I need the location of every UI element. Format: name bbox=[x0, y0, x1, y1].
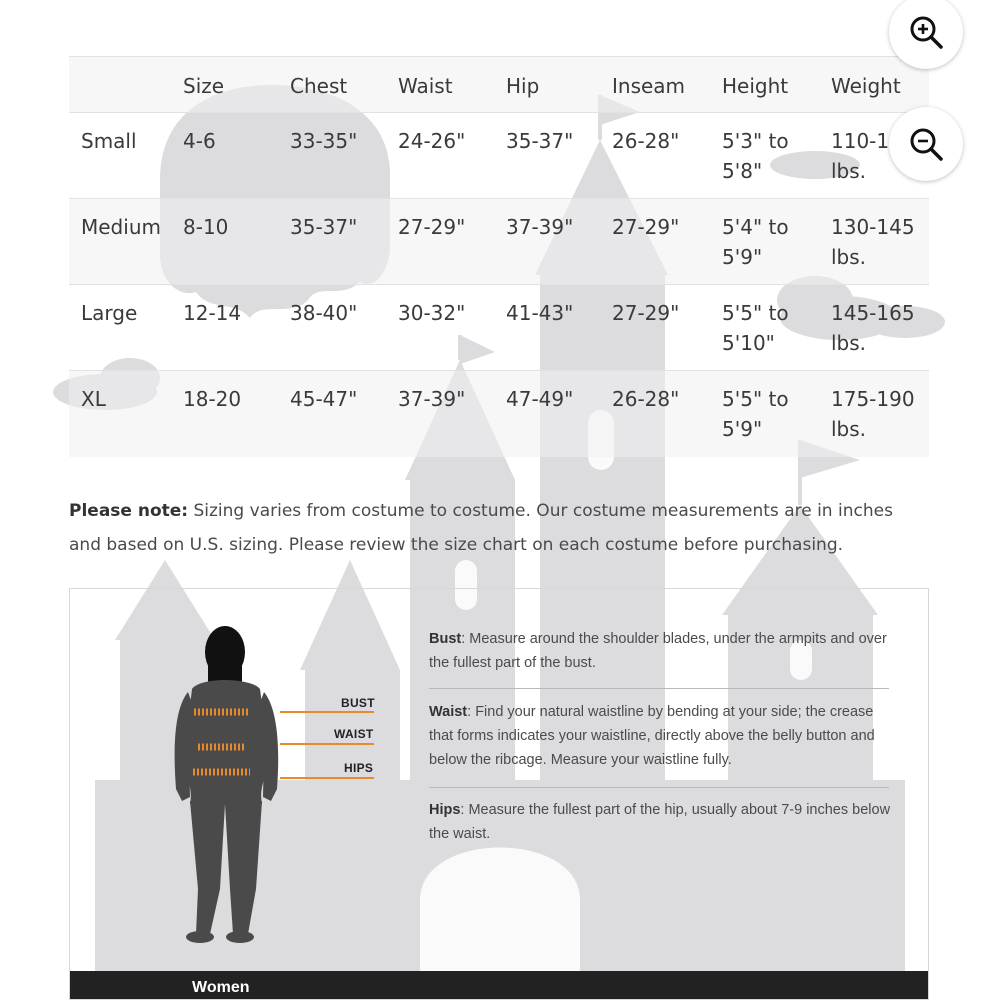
table-cell: Small bbox=[81, 129, 137, 153]
table-cell: 12-14 bbox=[183, 301, 242, 325]
footer-label-women: Women bbox=[192, 979, 250, 996]
waist-term: Waist bbox=[429, 704, 468, 720]
table-cell: Large bbox=[81, 301, 138, 325]
table-cell: 5'4" to 5'9" bbox=[722, 215, 789, 269]
table-cell: 33-35" bbox=[290, 129, 358, 153]
hips-description bbox=[429, 798, 891, 846]
body-figure-illustration bbox=[70, 589, 390, 969]
waist-description bbox=[429, 700, 891, 772]
bust-description bbox=[429, 627, 891, 675]
table-cell: 130-145 lbs. bbox=[831, 215, 915, 269]
table-cell: 27-29" bbox=[398, 215, 466, 239]
header-cell-size: Size bbox=[183, 74, 225, 98]
table-cell: 175-190 lbs. bbox=[831, 387, 915, 441]
table-cell: 38-40" bbox=[290, 301, 358, 325]
zoom-out-icon bbox=[908, 126, 944, 162]
table-cell: 18-20 bbox=[183, 387, 242, 411]
hips-label: HIPS bbox=[344, 761, 374, 775]
zoom-in-icon bbox=[908, 14, 944, 50]
table-cell: XL bbox=[81, 387, 106, 411]
table-cell: 5'3" to 5'8" bbox=[722, 129, 789, 183]
table-cell: 37-39" bbox=[398, 387, 466, 411]
table-cell: 5'5" to 5'10" bbox=[722, 301, 789, 355]
header-cell-height: Height bbox=[722, 74, 789, 98]
table-cell: 110-1 lbs. bbox=[831, 129, 890, 183]
divider bbox=[429, 787, 889, 788]
size-chart-table bbox=[69, 56, 929, 457]
table-cell: 5'5" to 5'9" bbox=[722, 387, 789, 441]
header-cell-chest: Chest bbox=[290, 74, 348, 98]
waist-label: WAIST bbox=[334, 727, 374, 741]
table-cell: 26-28" bbox=[612, 387, 680, 411]
table-cell: Medium bbox=[81, 215, 161, 239]
guide-footer-bar bbox=[70, 971, 928, 999]
table-cell: 24-26" bbox=[398, 129, 466, 153]
hips-term: Hips bbox=[429, 802, 461, 818]
table-cell: 4-6 bbox=[183, 129, 216, 153]
table-cell: 30-32" bbox=[398, 301, 466, 325]
table-cell: 27-29" bbox=[612, 215, 680, 239]
table-row bbox=[69, 113, 929, 199]
header-cell-blank bbox=[69, 57, 171, 113]
note-label: Please note: bbox=[69, 501, 189, 521]
table-cell: 45-47" bbox=[290, 387, 358, 411]
divider bbox=[429, 688, 889, 689]
header-cell-weight: Weight bbox=[831, 74, 901, 98]
table-row bbox=[69, 199, 929, 285]
header-cell-hip: Hip bbox=[506, 74, 540, 98]
waist-text: : Find your natural waistline by bending at your side; the crease that forms indicates your waistline, directly above the belly button and below the ribcage. Measure your waistline fully. bbox=[429, 704, 875, 768]
header-cell-waist: Waist bbox=[398, 74, 453, 98]
table-cell: 27-29" bbox=[612, 301, 680, 325]
table-cell: 41-43" bbox=[506, 301, 574, 325]
bust-label: BUST bbox=[341, 696, 375, 710]
table-cell: 35-37" bbox=[290, 215, 358, 239]
table-row bbox=[69, 285, 929, 371]
table-cell: 47-49" bbox=[506, 387, 574, 411]
table-cell: 8-10 bbox=[183, 215, 229, 239]
table-cell: 26-28" bbox=[612, 129, 680, 153]
measurement-guide bbox=[69, 588, 929, 1000]
bust-term: Bust bbox=[429, 631, 462, 647]
header-cell-inseam: Inseam bbox=[612, 74, 686, 98]
table-cell: 35-37" bbox=[506, 129, 574, 153]
note-text: Sizing varies from costume to costume. Our costume measurements are in inches and based on U.S. sizing. Please review the size chart on each costume before purchasing. bbox=[69, 501, 893, 555]
zoom-out-button[interactable] bbox=[889, 107, 963, 181]
size-table-header-row bbox=[69, 57, 929, 113]
table-row bbox=[69, 371, 929, 457]
bust-text: : Measure around the shoulder blades, under the armpits and over the fullest part of the bust. bbox=[429, 631, 887, 671]
table-cell: 37-39" bbox=[506, 215, 574, 239]
sizing-note bbox=[69, 494, 929, 562]
table-cell: 145-165 lbs. bbox=[831, 301, 915, 355]
hips-text: : Measure the fullest part of the hip, usually about 7-9 inches below the waist. bbox=[429, 802, 891, 842]
